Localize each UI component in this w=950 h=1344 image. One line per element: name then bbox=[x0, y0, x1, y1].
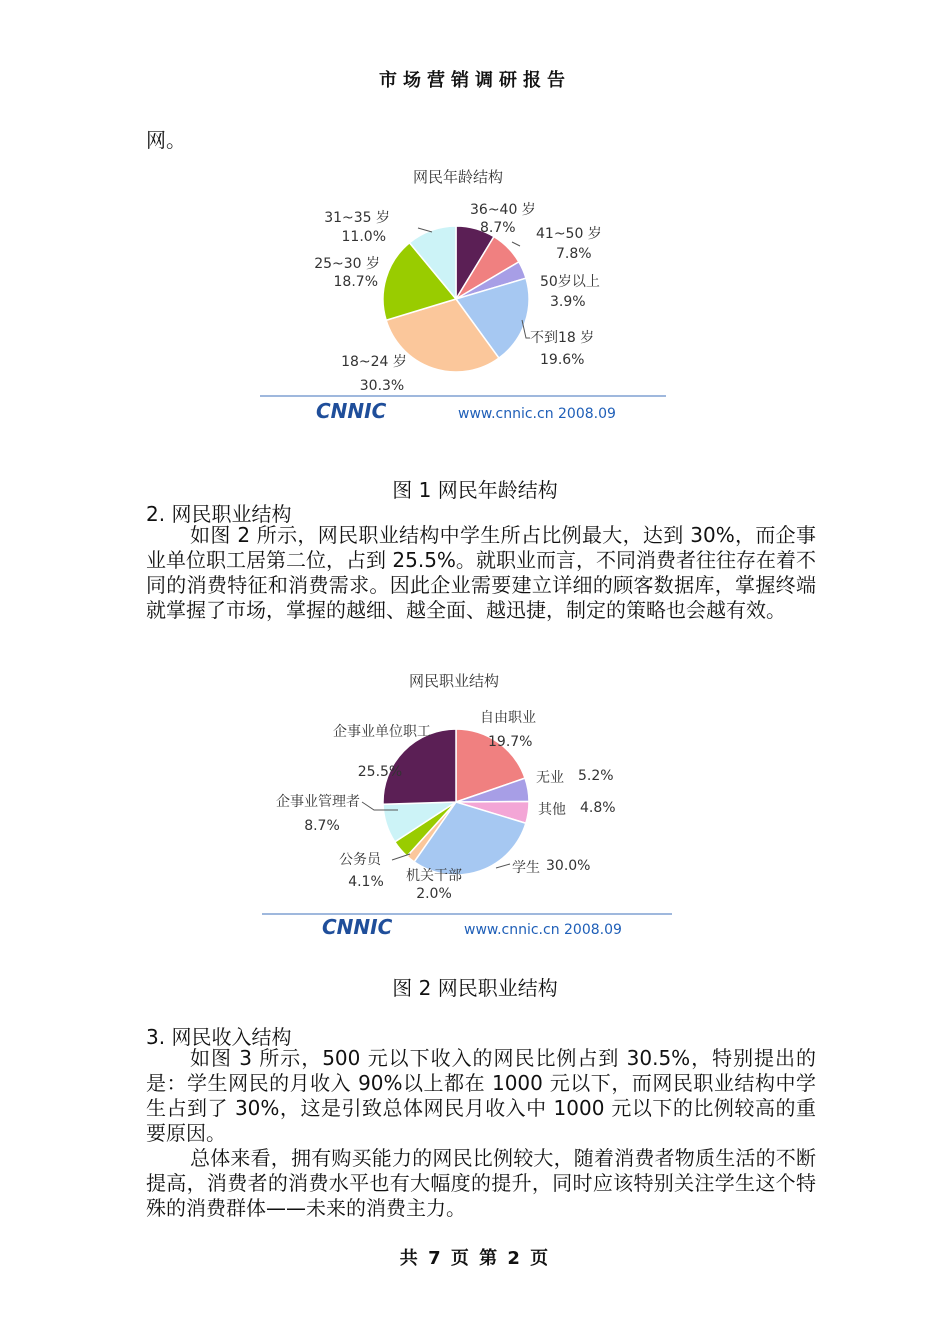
age-pie-chart bbox=[258, 160, 668, 430]
slice-pct: 3.9% bbox=[550, 294, 586, 310]
section-2-paragraph: 如图 2 所示，网民职业结构中学生所占比例最大，达到 30%，而企事业单位职工居第二位，占到 25.5%。就职业而言，不同消费者往往存在着不同的消费特征和消费需求。因此企业需要建立详细的顾客数据库，掌握终端就掌握了市场，掌握的越细、越全面、越迅捷，制定的策略也会越有效。 bbox=[146, 523, 816, 622]
text-fragment: 网。 bbox=[146, 128, 186, 152]
slice-label: 机关干部 bbox=[406, 868, 462, 884]
slice-label: 18~24 岁 bbox=[341, 354, 407, 370]
section-3-title: 3. 网民收入结构 bbox=[146, 1025, 292, 1049]
slice-label: 36~40 岁 bbox=[470, 202, 536, 218]
slice-label: 其他 bbox=[538, 802, 566, 818]
cnnic-logo: CNNIC bbox=[316, 399, 387, 423]
slice-label: 31~35 岁 bbox=[324, 210, 390, 226]
section-2-title: 2. 网民职业结构 bbox=[146, 502, 292, 526]
slice-label: 企事业管理者 bbox=[276, 794, 360, 810]
pie-slices bbox=[383, 226, 529, 372]
slice-pct: 5.2% bbox=[578, 768, 614, 784]
slice-label: 25~30 岁 bbox=[314, 256, 380, 272]
slice-pct: 7.8% bbox=[556, 246, 592, 262]
figure-2 bbox=[258, 664, 678, 940]
slice-pct: 30.3% bbox=[359, 378, 405, 394]
slice-pct: 18.7% bbox=[333, 274, 378, 290]
occupation-pie-chart bbox=[258, 664, 678, 940]
slice-pct: 8.7% bbox=[480, 220, 516, 236]
page-footer: 共 7 页 第 2 页 bbox=[399, 1248, 551, 1269]
slice-label: 自由职业 bbox=[480, 710, 536, 726]
chart-title: 网民职业结构 bbox=[408, 672, 500, 690]
slice-pct: 2.0% bbox=[416, 886, 452, 902]
page-header: 市场营销调研报告 bbox=[379, 70, 571, 91]
figure-2-caption: 图 2 网民职业结构 bbox=[392, 976, 558, 1000]
slice-pct: 30.0% bbox=[546, 858, 591, 874]
pie-slices bbox=[383, 729, 529, 875]
slice-label: 公务员 bbox=[339, 852, 381, 868]
figure-1-caption: 图 1 网民年龄结构 bbox=[392, 478, 558, 502]
source-url: www.cnnic.cn 2008.09 bbox=[458, 406, 616, 422]
slice-pct: 19.6% bbox=[540, 352, 585, 368]
leader-line bbox=[512, 242, 520, 246]
slice-pct: 11.0% bbox=[341, 229, 386, 245]
slice-label: 学生 bbox=[512, 860, 540, 876]
slice-label: 不到18 岁 bbox=[530, 330, 595, 346]
slice-label: 无业 bbox=[536, 770, 564, 786]
slice-pct: 25.5% bbox=[357, 764, 403, 780]
cnnic-logo: CNNIC bbox=[322, 915, 393, 939]
slice-pct: 4.8% bbox=[580, 800, 616, 816]
section-3-paragraph-1: 如图 3 所示，500 元以下收入的网民比例占到 30.5%，特别提出的是：学生网民的月收入 90%以上都在 1000 元以下，而网民职业结构中学生占到了 30%，这是引致总体网民月收入中 1000 元以下的比例较高的重要原因。 bbox=[146, 1046, 816, 1145]
source-url: www.cnnic.cn 2008.09 bbox=[464, 922, 622, 938]
figure-1 bbox=[258, 160, 668, 430]
section-3-paragraph-2: 总体来看，拥有购买能力的网民比例较大，随着消费者物质生活的不断提高，消费者的消费水平也有大幅度的提升，同时应该特别关注学生这个特殊的消费群体——未来的消费主力。 bbox=[146, 1146, 816, 1220]
slice-label: 50岁以上 bbox=[540, 274, 600, 290]
leader-line bbox=[496, 864, 510, 868]
slice-label: 41~50 岁 bbox=[536, 226, 602, 242]
slice-pct: 4.1% bbox=[348, 874, 384, 890]
slice-pct: 19.7% bbox=[488, 734, 533, 750]
chart-title: 网民年龄结构 bbox=[412, 168, 504, 186]
slice-label: 企事业单位职工 bbox=[333, 724, 431, 740]
slice-pct: 8.7% bbox=[304, 818, 340, 834]
